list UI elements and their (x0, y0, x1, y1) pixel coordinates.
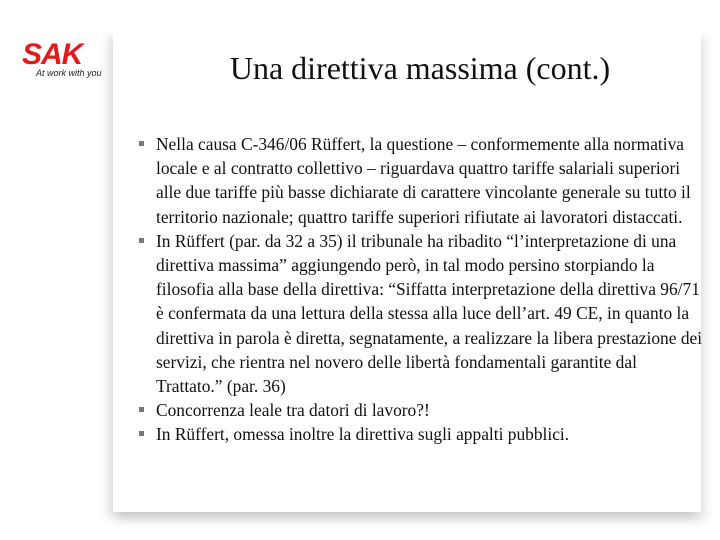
bullet-item (138, 132, 704, 229)
bullet-list (138, 132, 704, 447)
square-bullet-icon (139, 407, 144, 412)
logo-brand: SAK (22, 38, 83, 71)
bullet-text: In Rüffert (par. da 32 a 35) il tribunale ha ribadito “l’interpretazione di una direttiva massima” aggiungendo però, in tal modo persino storpiando la filosofia alla base della direttiva: “Siffatta interpretazione della direttiva 96/71 è confermata da una lettura della stessa alla luce dell’art. 49 CE, in quanto la direttiva in parola è diretta, segnatamente, a realizzare la libera prestazione dei servizi, che rientra nel novero delle libertà fondamentali garantite dal Trattato.” (par. 36) (156, 230, 703, 397)
bullet-text: In Rüffert, omessa inoltre la direttiva sugli appalti pubblici. (156, 424, 570, 445)
logo-tagline: At work with you (36, 68, 102, 78)
bullet-item (138, 422, 704, 446)
square-bullet-icon (139, 238, 144, 243)
slide-title: Una direttiva massima (cont.) (229, 50, 611, 86)
bullet-text: Nella causa C-346/06 Rüffert, la questione – conformemente alla normativa locale e al contratto collettivo – riguardava quattro tariffe salariali superiori alle due tariffe più basse dichiarate di carattere vincolante generale su tutto il territorio nazionale; quattro tariffe superiori rifiutate ai lavoratori distaccati. (156, 134, 691, 227)
bullet-text: Concorrenza leale tra datori di lavoro?! (156, 400, 430, 421)
sak-logo (20, 40, 120, 90)
square-bullet-icon (139, 431, 144, 436)
bullet-item (138, 229, 704, 398)
square-bullet-icon (139, 141, 144, 146)
bullet-item (138, 398, 704, 422)
